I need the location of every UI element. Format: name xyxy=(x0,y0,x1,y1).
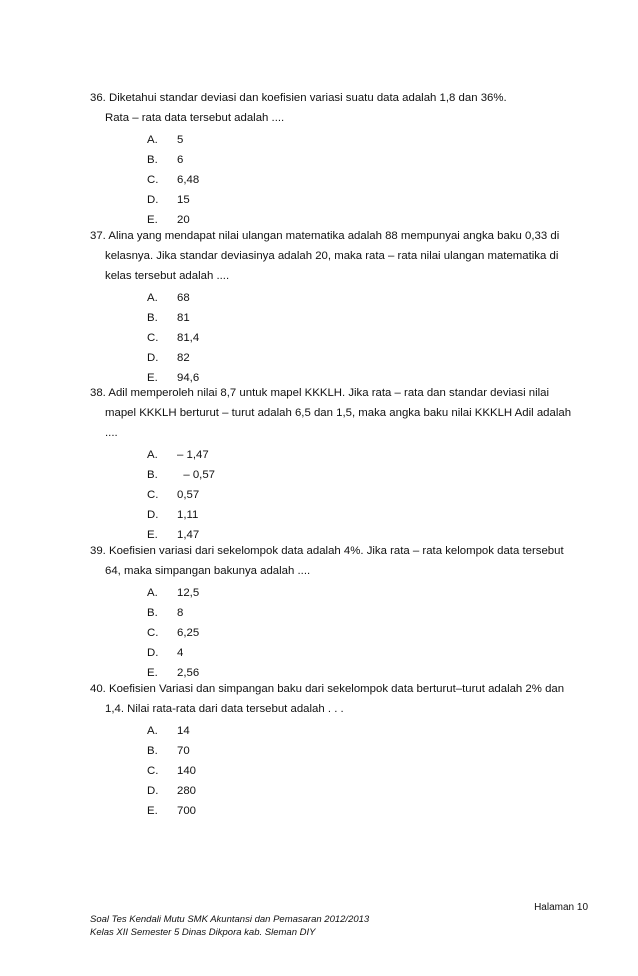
answer-options xyxy=(90,288,590,388)
answer-option xyxy=(90,348,590,368)
option-letter: B. xyxy=(147,312,158,324)
question-39 xyxy=(90,541,590,683)
answer-option xyxy=(90,308,590,328)
option-letter: A. xyxy=(147,587,158,599)
option-value: 0,57 xyxy=(177,489,200,501)
question-text-line: kelas tersebut adalah .... xyxy=(105,270,230,282)
option-letter: D. xyxy=(147,509,159,521)
option-letter: C. xyxy=(147,489,159,501)
question-text-line: 1,4. Nilai rata-rata dari data tersebut adalah . . . xyxy=(105,703,344,715)
option-value: 68 xyxy=(177,292,190,304)
question-text-line: 37. Alina yang mendapat nilai ulangan matematika adalah 88 mempunyai angka baku 0,33 di xyxy=(90,230,560,242)
option-value: 4 xyxy=(177,647,184,659)
question-text-line: 40. Koefisien Variasi dan simpangan baku dari sekelompok data berturut–turut adalah 2% dan xyxy=(90,683,565,695)
answer-option xyxy=(90,170,590,190)
option-value: 6,48 xyxy=(177,174,200,186)
option-value: 5 xyxy=(177,134,184,146)
answer-option xyxy=(90,328,590,348)
option-value: 15 xyxy=(177,194,190,206)
option-value: 94,6 xyxy=(177,372,200,384)
option-value: 6 xyxy=(177,154,184,166)
question-37 xyxy=(90,226,590,388)
question-text-line: kelasnya. Jika standar deviasinya adalah 20, maka rata – rata nilai ulangan matematika di xyxy=(105,250,559,262)
answer-option xyxy=(90,505,590,525)
option-letter: E. xyxy=(147,667,158,679)
answer-option xyxy=(90,485,590,505)
option-value: 1,11 xyxy=(177,509,199,521)
option-value: 20 xyxy=(177,214,190,226)
answer-option xyxy=(90,623,590,643)
option-letter: B. xyxy=(147,607,158,619)
option-value: 81 xyxy=(177,312,190,324)
question-text-line: 38. Adil memperoleh nilai 8,7 untuk mapel KKKLH. Jika rata – rata dan standar deviasi nilai xyxy=(90,387,550,399)
option-letter: C. xyxy=(147,627,159,639)
question-text-line: mapel KKKLH berturut – turut adalah 6,5 dan 1,5, maka angka baku nilai KKKLH Adil adalah xyxy=(105,407,572,419)
question-38 xyxy=(90,383,590,545)
answer-option xyxy=(90,761,590,781)
option-value: 14 xyxy=(177,725,190,737)
option-letter: D. xyxy=(147,194,159,206)
answer-options xyxy=(90,721,590,821)
option-letter: B. xyxy=(147,154,158,166)
question-36 xyxy=(90,88,590,230)
question-text-line: Rata – rata data tersebut adalah .... xyxy=(105,112,285,124)
question-text-line: 64, maka simpangan bakunya adalah .... xyxy=(105,565,311,577)
option-letter: B. xyxy=(147,469,158,481)
option-letter: C. xyxy=(147,332,159,344)
answer-options xyxy=(90,583,590,683)
option-letter: E. xyxy=(147,529,158,541)
answer-option xyxy=(90,465,590,485)
page-number: Halaman 10 xyxy=(534,902,588,913)
option-letter: A. xyxy=(147,725,158,737)
option-value: 81,4 xyxy=(177,332,200,344)
answer-option xyxy=(90,603,590,623)
answer-option xyxy=(90,288,590,308)
question-text-line: 39. Koefisien variasi dari sekelompok data adalah 4%. Jika rata – rata kelompok data tersebut xyxy=(90,545,564,557)
option-value: 280 xyxy=(177,785,197,797)
option-value: 1,47 xyxy=(177,529,200,541)
option-letter: D. xyxy=(147,647,159,659)
option-letter: A. xyxy=(147,292,158,304)
option-value: 82 xyxy=(177,352,190,364)
option-value: – 0,57 xyxy=(177,469,215,481)
option-value: 12,5 xyxy=(177,587,200,599)
option-value: 8 xyxy=(177,607,184,619)
page-footer xyxy=(90,913,369,939)
option-letter: B. xyxy=(147,745,158,757)
answer-option xyxy=(90,721,590,741)
answer-options xyxy=(90,445,590,545)
footer-line-2: Kelas XII Semester 5 Dinas Dikpora kab. Sleman DIY xyxy=(90,927,316,938)
option-value: – 1,47 xyxy=(177,449,209,461)
option-value: 6,25 xyxy=(177,627,200,639)
answer-option xyxy=(90,130,590,150)
answer-option xyxy=(90,190,590,210)
option-letter: E. xyxy=(147,214,158,226)
answer-option xyxy=(90,643,590,663)
option-value: 700 xyxy=(177,805,197,817)
option-value: 2,56 xyxy=(177,667,200,679)
answer-option xyxy=(90,801,590,821)
answer-option xyxy=(90,445,590,465)
answer-option xyxy=(90,781,590,801)
option-letter: E. xyxy=(147,805,158,817)
option-letter: D. xyxy=(147,785,159,797)
footer-line-1: Soal Tes Kendali Mutu SMK Akuntansi dan Pemasaran 2012/2013 xyxy=(90,914,370,925)
question-40 xyxy=(90,679,590,821)
option-letter: E. xyxy=(147,372,158,384)
question-text-line: .... xyxy=(105,427,118,439)
option-value: 70 xyxy=(177,745,190,757)
option-letter: A. xyxy=(147,449,158,461)
question-text-line: 36. Diketahui standar deviasi dan koefisien variasi suatu data adalah 1,8 dan 36%. xyxy=(90,92,507,104)
answer-option xyxy=(90,741,590,761)
option-letter: A. xyxy=(147,134,158,146)
answer-option xyxy=(90,583,590,603)
option-letter: D. xyxy=(147,352,159,364)
option-letter: C. xyxy=(147,765,159,777)
answer-options xyxy=(90,130,590,230)
answer-option xyxy=(90,150,590,170)
option-value: 140 xyxy=(177,765,197,777)
option-letter: C. xyxy=(147,174,159,186)
